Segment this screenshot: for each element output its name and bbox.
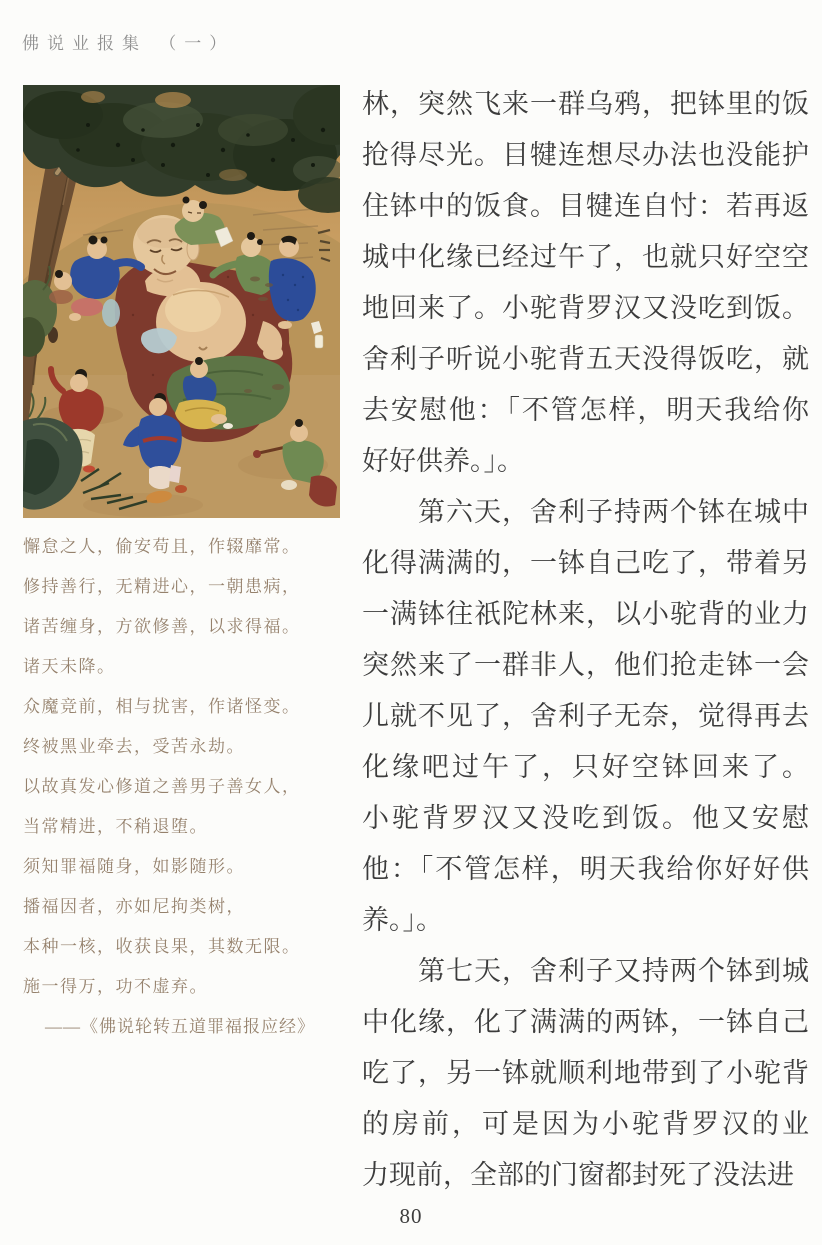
text-line: 的房前，可是因为小驼背罗汉的业 [362,1109,809,1139]
text-line: 小驼背罗汉又没吃到饭。他又安慰 [362,803,809,833]
verse-line: 终被黑业牵去，受苦永劫。 [23,737,245,756]
text-line: 地回来了。小驼背罗汉又没吃到饭。 [362,293,809,323]
text-line: 儿就不见了，舍利子无奈，觉得再去 [362,701,809,731]
text-line: 城中化缘已经过午了，也就只好空空 [362,242,809,272]
text-line: 住钵中的饭食。目犍连自忖：若再返 [362,191,809,221]
verse-line: 以故真发心修道之善男子善女人， [23,777,301,796]
text-line: 舍利子听说小驼背五天没得饭吃，就 [362,344,809,374]
verse-attribution: ——《佛说轮转五道罪福报应经》 [45,1017,315,1036]
text-line: 他：「不管怎样，明天我给你好好供 [362,854,809,884]
verse-line: 当常精进，不稍退堕。 [23,817,208,836]
text-line: 化缘吧过午了，只好空钵回来了。 [362,752,809,782]
budai-with-children-painting [23,85,340,518]
text-line: 抢得尽光。目犍连想尽办法也没能护 [362,140,809,170]
verse-block [23,527,345,1007]
page-header-title: 佛说业报集 （一） [22,34,235,53]
page-number: 80 [399,1204,423,1228]
verse-line: 本种一核，收获良果，其数无限。 [23,937,301,956]
main-text-column [362,79,809,1201]
text-line: 吃了，另一钵就顺利地带到了小驼背 [362,1058,809,1088]
verse-line: 播福因者，亦如尼拘类树， [23,897,245,916]
text-line: 好好供养。」。 [362,446,524,476]
text-line: 第六天，舍利子持两个钵在城中 [362,497,809,527]
text-line: 一满钵往祇陀林来，以小驼背的业力 [362,599,809,629]
verse-line: 懈怠之人，偷安苟且，作辍靡常。 [23,537,301,556]
text-line: 第七天，舍利子又持两个钵到城 [362,956,809,986]
verse-line: 诸天未降。 [23,657,116,676]
verse-line: 众魔竞前，相与扰害，作诸怪变。 [23,697,301,716]
text-line: 去安慰他：「不管怎样，明天我给你 [362,395,809,425]
verse-line: 诸苦缠身，方欲修善，以求得福。 [23,617,301,636]
text-line: 突然来了一群非人，他们抢走钵一会 [362,650,809,680]
text-line: 中化缘，化了满满的两钵，一钵自己 [362,1007,809,1037]
text-line: 化得满满的，一钵自己吃了，带着另 [362,548,809,578]
text-line: 养。」。 [362,905,443,935]
text-line: 林，突然飞来一群乌鸦，把钵里的饭 [362,89,809,119]
verse-line: 修持善行，无精进心，一朝患病， [23,577,301,596]
verse-line: 须知罪福随身，如影随形。 [23,857,245,876]
verse-line: 施一得万，功不虚弃。 [23,977,208,996]
text-line: 力现前，全部的门窗都封死了没法进 [362,1160,794,1190]
